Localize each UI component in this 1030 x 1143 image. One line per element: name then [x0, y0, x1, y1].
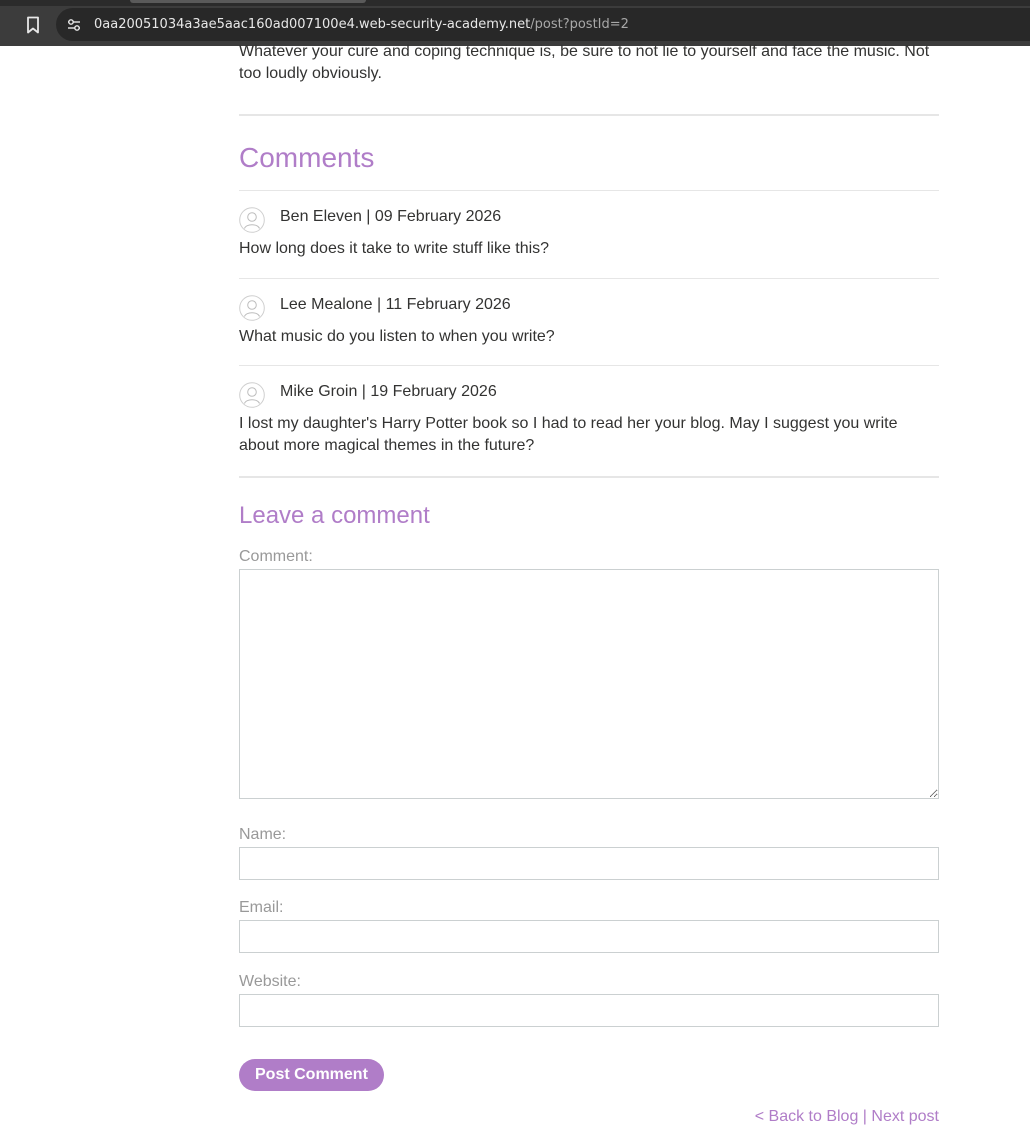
comments-title: Comments — [239, 142, 375, 173]
avatar-icon — [239, 295, 265, 321]
comment-meta — [280, 207, 501, 227]
site-info-button[interactable] — [58, 9, 90, 41]
comment-text: What music do you listen to when you write? — [239, 328, 555, 345]
form-divider — [239, 476, 939, 478]
website-label: Website: — [239, 973, 301, 990]
next-post-link[interactable]: Next post — [871, 1108, 939, 1125]
nav-separator: | — [858, 1108, 872, 1125]
comment-label: Comment: — [239, 548, 313, 565]
comment-separator: | — [361, 208, 375, 225]
name-input[interactable] — [239, 847, 939, 880]
email-input[interactable] — [239, 920, 939, 953]
tune-icon — [66, 17, 82, 33]
comment-divider — [239, 365, 939, 366]
comment-text: I lost my daughter's Harry Potter book so I had to read her your blog. May I suggest you write about more magical themes in the future? — [239, 415, 898, 454]
leave-comment-title: Leave a comment — [239, 502, 430, 529]
comment-separator: | — [372, 296, 386, 313]
address-bar[interactable] — [56, 8, 1030, 41]
comment-divider — [239, 278, 939, 279]
browser-toolbar — [0, 0, 1030, 46]
comment-date: 19 February 2026 — [370, 383, 497, 400]
comment-meta — [280, 382, 497, 402]
url-text[interactable] — [94, 17, 629, 32]
comment-date: 09 February 2026 — [374, 208, 502, 225]
comment-author: Mike Groin — [280, 383, 358, 400]
url-path: /post?postId=2 — [530, 17, 629, 32]
comment-separator: | — [357, 383, 371, 400]
url-host: 0aa20051034a3ae5aac160ad007100e4.web-security-academy.net — [94, 17, 531, 32]
comment-meta — [280, 295, 511, 315]
active-tab-edge[interactable] — [130, 0, 366, 3]
avatar-icon — [239, 382, 265, 408]
post-navigation — [755, 1108, 939, 1126]
post-divider — [239, 114, 939, 116]
comment-author: Lee Mealone — [280, 296, 373, 313]
avatar-icon — [239, 207, 265, 233]
comment-author: Ben Eleven — [280, 208, 362, 225]
comment-date: 11 February 2026 — [385, 296, 511, 313]
comment-textarea[interactable] — [239, 569, 939, 799]
bookmark-icon — [26, 16, 40, 34]
email-label: Email: — [239, 899, 284, 916]
post-closing-paragraph: Whatever your cure and coping technique is, be sure to not lie to yourself and face the music. Not too loudly obviously. — [239, 43, 930, 82]
back-to-blog-link[interactable]: < Back to Blog — [754, 1108, 859, 1125]
post-comment-button[interactable]: Post Comment — [239, 1059, 384, 1091]
comments-divider — [239, 190, 939, 191]
website-input[interactable] — [239, 994, 939, 1027]
name-label: Name: — [239, 826, 287, 843]
comment-text: How long does it take to write stuff like this? — [239, 240, 550, 257]
bookmark-button[interactable] — [18, 12, 48, 38]
